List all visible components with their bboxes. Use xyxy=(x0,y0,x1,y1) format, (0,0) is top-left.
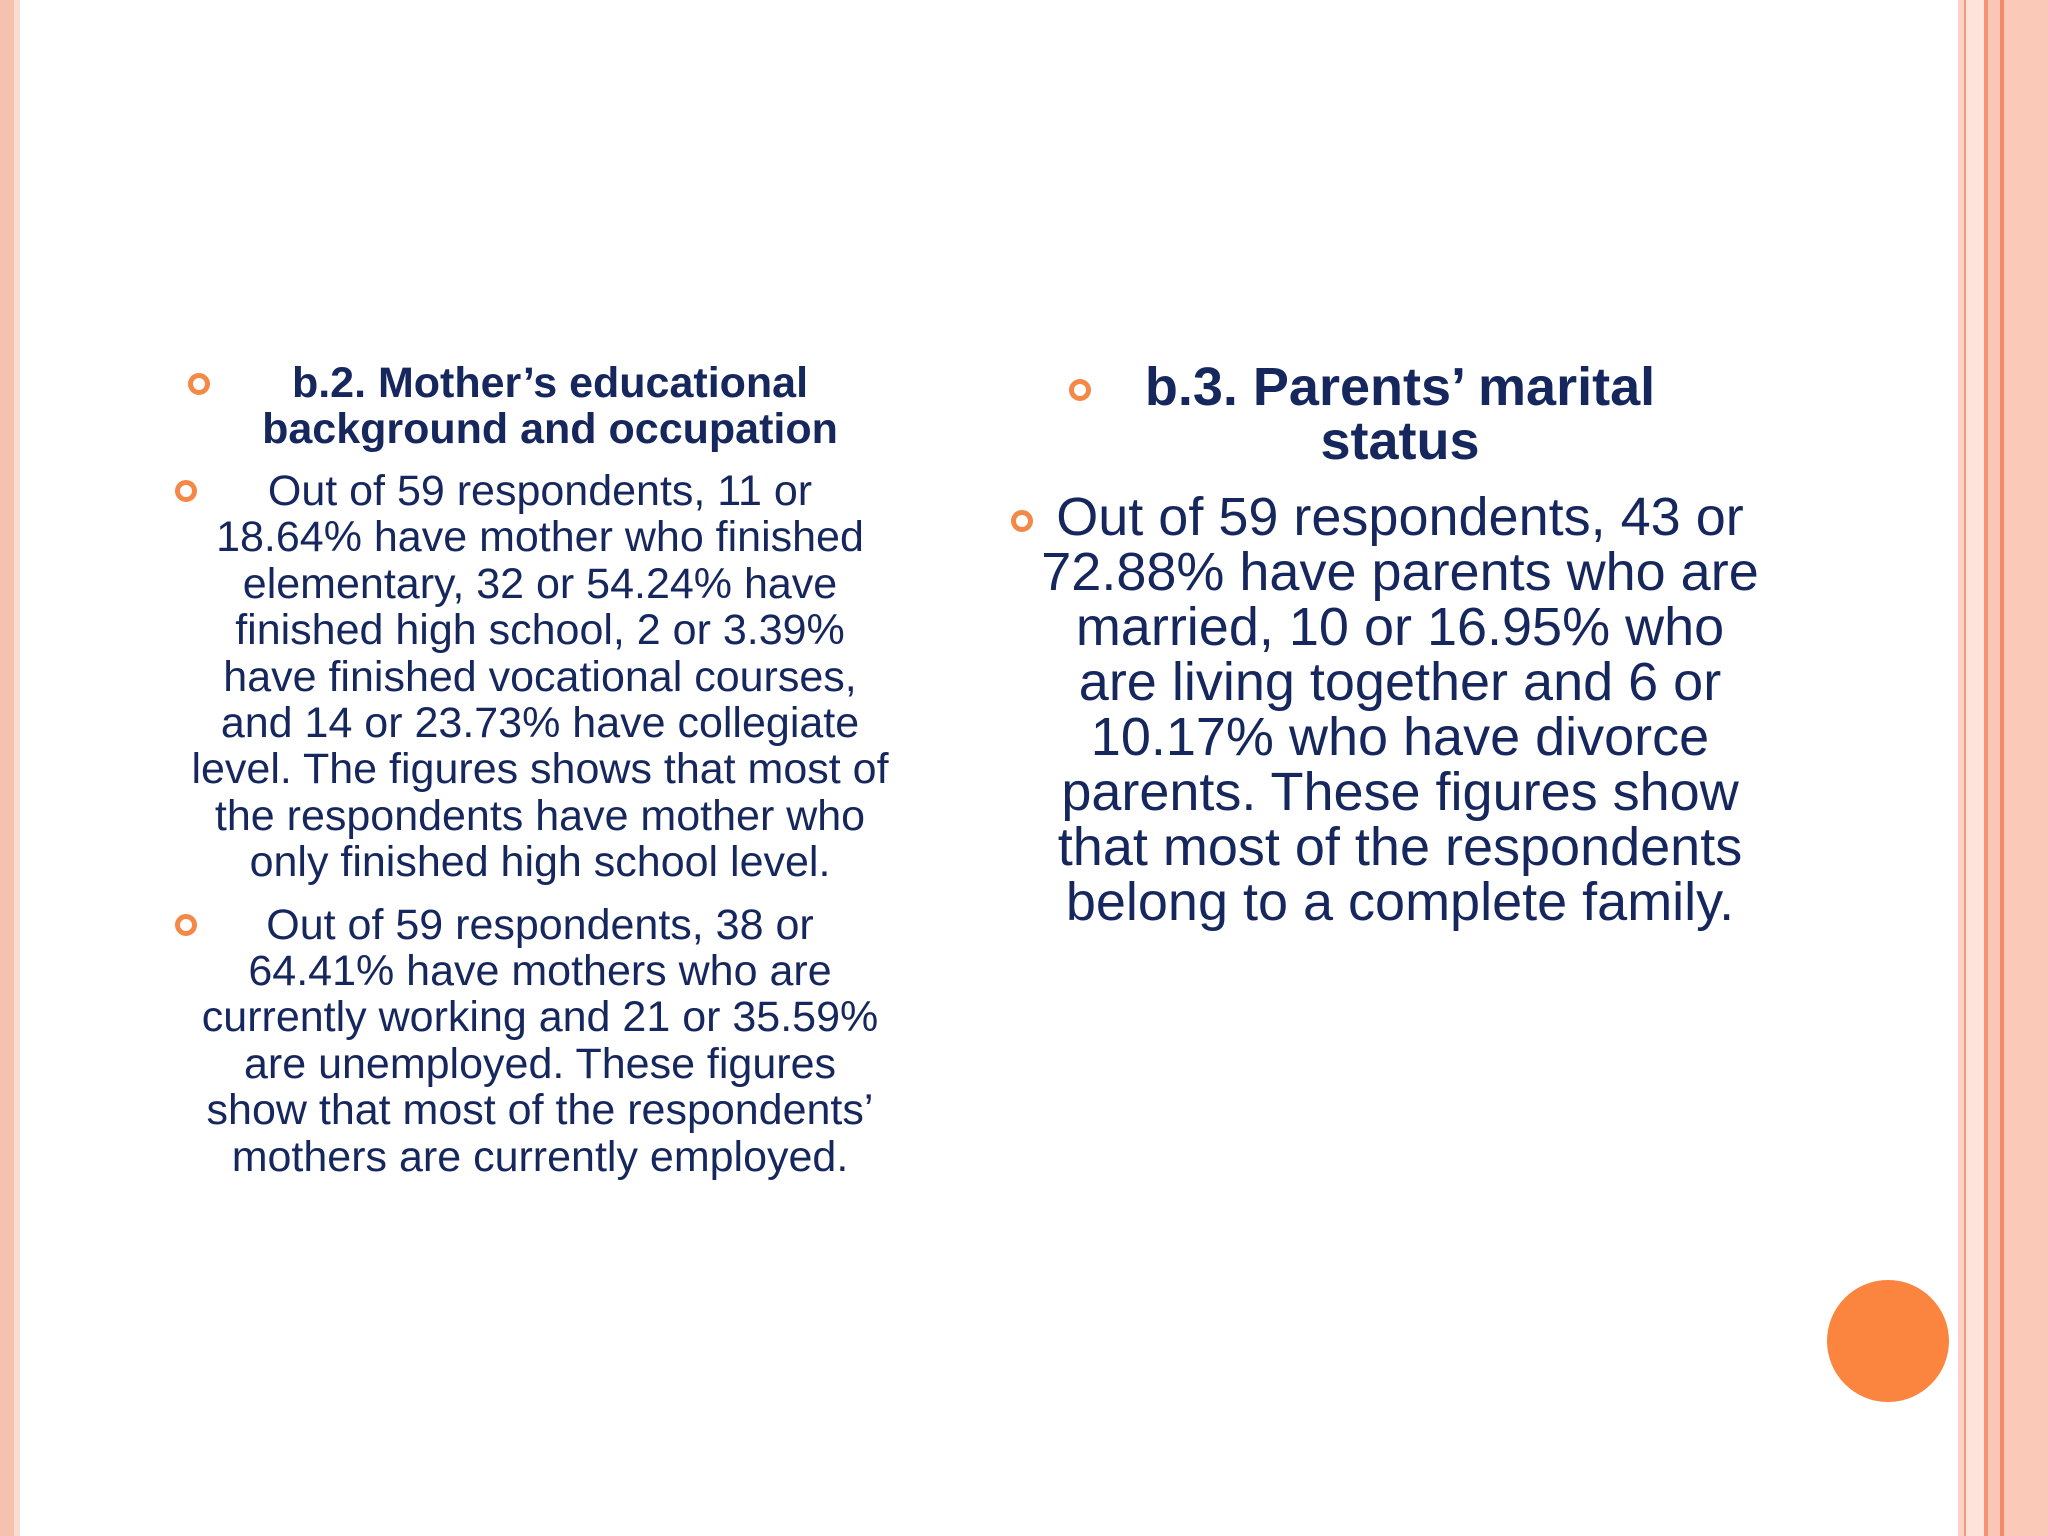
right-border-stripe xyxy=(1966,0,1984,1536)
right-heading: b.3. Parents’ marital status xyxy=(1144,357,1656,471)
right-border-stripe xyxy=(1988,0,2000,1536)
left-border-stripe-inner xyxy=(14,0,20,1536)
right-heading-item xyxy=(1000,357,1800,471)
right-paragraph-item xyxy=(1000,487,1800,932)
left-heading-item xyxy=(180,360,900,452)
left-heading: b.2. Mother’s educational background and occupation xyxy=(262,359,838,453)
right-paragraph-1: Out of 59 respondents, 43 or 72.88% have parents who are married, 10 or 16.95% who are living together and 6 or 10.17% who have divorce parents. These figures show that most of the respondents belong to a complete family. xyxy=(1041,487,1759,932)
bullet-icon xyxy=(1011,510,1033,532)
left-paragraph-2: Out of 59 respondents, 38 or 64.41% have mothers who are currently working and 21 or 35.59% are unemployed. These figures show that most of the respondents’ mothers are currently employed. xyxy=(201,900,879,1181)
bullet-icon xyxy=(175,480,197,502)
left-paragraph-item xyxy=(180,902,900,1180)
right-column xyxy=(1000,357,1800,932)
left-border-stripe xyxy=(0,0,14,1536)
bullet-icon xyxy=(175,914,197,936)
decorative-circle xyxy=(1827,1280,1949,1402)
left-column xyxy=(180,360,900,1180)
bullet-icon xyxy=(188,373,210,395)
left-paragraph-item xyxy=(180,468,900,886)
left-paragraph-1: Out of 59 respondents, 11 or 18.64% have mother who finished elementary, 32 or 54.24% have finished high school, 2 or 3.39% have finished vocational courses, and 14 or 23.73% have collegiate level. The figures shows that most of the respondents have mother who only finished high school level. xyxy=(191,467,889,887)
right-border-band xyxy=(2004,0,2048,1536)
bullet-icon xyxy=(1069,379,1091,401)
